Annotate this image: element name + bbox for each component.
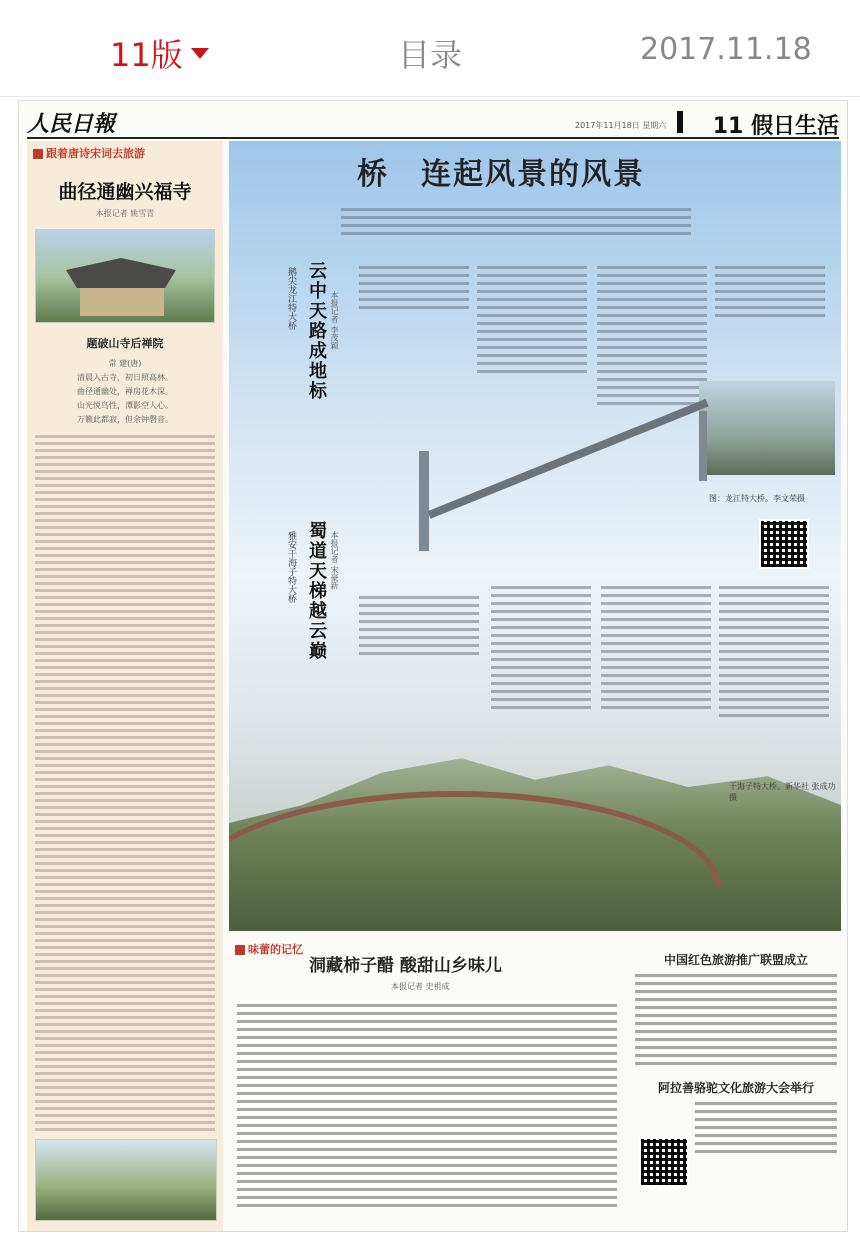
poem-author: 常 建(唐) [108,359,142,368]
brief-body [691,1102,841,1153]
article-title: 洞藏柿子醋 酸甜山乡味儿 [309,956,502,976]
story1-byline: 本报记者 李茂颖 [330,291,339,350]
section-marker-icon [235,945,245,955]
story2-title: 蜀道天梯越云巅 [306,521,327,661]
catalog-button[interactable]: 目录 [398,36,463,74]
feature-bridges[interactable] [229,141,841,931]
top-bar [0,0,860,97]
story2-subtitle: 雅安干海子特大桥 [286,531,296,603]
section-label: 跟着唐诗宋词去旅游 [27,141,223,165]
photo-caption: 图：龙江特大桥。李文荣摄 [709,494,805,503]
feature-headline: 桥 连起风景的风景 [357,157,645,192]
article-byline: 本报记者 史祖成 [391,982,450,991]
story2-body [491,581,591,714]
news-briefs[interactable] [631,937,841,1231]
poem-line: 万籁此都寂，但余钟磬音。 [77,415,173,424]
poem-title: 题破山寺后禅院 [86,337,164,350]
poem-line: 山光悦鸟性，潭影空人心。 [77,401,173,410]
brief-title: 中国红色旅游推广联盟成立 [663,953,808,967]
story2-lede [359,591,479,660]
poem-line: 曲径通幽处，禅房花木深。 [77,387,173,396]
bottom-caption: 干海子特大桥。新华社 张成功摄 [729,782,836,802]
story1-subtitle: 鹅尖龙江特大桥 [286,267,296,330]
suspension-bridge-photo [399,411,739,551]
section-label: 味蕾的记忆 [229,937,625,961]
story1-body [477,261,587,378]
story1-body-2 [597,261,707,410]
qr-code[interactable] [639,1137,689,1187]
story2-body-2 [601,581,711,714]
temple-photo [35,229,215,323]
article-body [35,435,215,1131]
temple-wall [80,288,164,316]
article-body [237,999,617,1212]
qr-code[interactable] [759,519,809,569]
section-marker-icon [33,149,43,159]
newspaper-page[interactable] [18,100,848,1232]
feature-intro [341,203,691,240]
story1-body-3 [715,261,825,322]
story1-title: 云中天路成地标 [306,261,327,401]
issue-line: 2017年11月18日 星期六 [575,121,667,130]
article-vinegar[interactable] [229,937,625,1231]
brief-title: 阿拉善骆驼文化旅游大会举行 [657,1081,814,1095]
story2-body-3 [719,581,829,722]
issue-date[interactable]: 2017.11.18 [640,32,812,67]
bridge-tower [699,411,707,481]
temple-gate-photo [35,1139,217,1221]
article-temple[interactable] [27,141,223,1231]
poem [27,357,223,427]
newspaper-logo: 人民日報 [27,111,116,137]
edition-label: 11版 [110,36,183,74]
temple-roof [66,258,176,288]
brief-body [631,974,841,1065]
bridge-tower [419,451,429,551]
article-byline: 本报记者 姚雪青 [95,209,155,218]
story1-lede [359,261,469,314]
bridge-deck [428,399,709,519]
article-title: 曲径通幽兴福寺 [58,181,192,203]
edition-dropdown[interactable] [110,30,209,76]
masthead [27,107,839,139]
page-name: 11 假日生活 [712,114,839,139]
story2-byline: 本报记者 宋豪新 [330,531,339,590]
masthead-divider [677,111,683,133]
poem-line: 清晨入古寺，初日照高林。 [77,373,173,382]
chevron-down-icon [191,48,209,59]
